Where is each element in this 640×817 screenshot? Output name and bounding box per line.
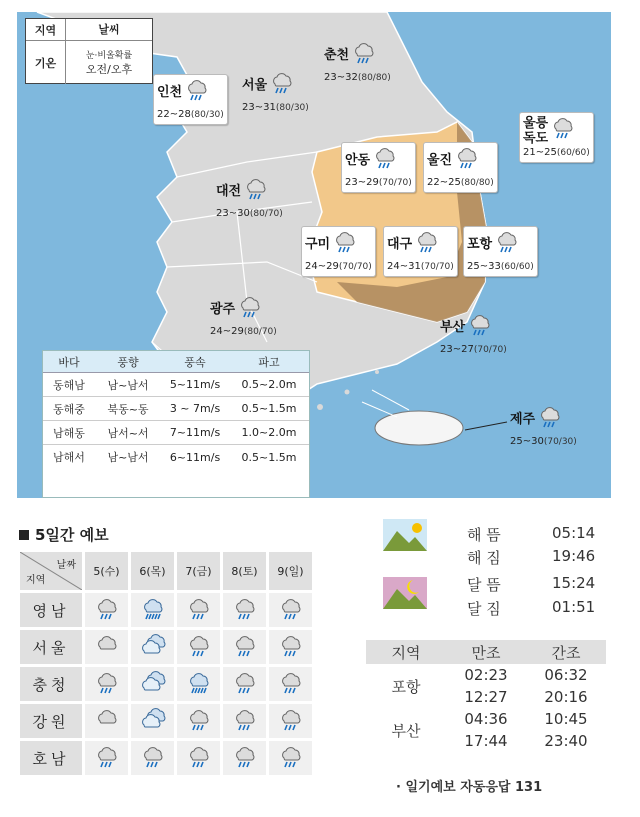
sea-wind-speed: 6~11m/s	[169, 450, 221, 464]
rain-icon	[186, 759, 212, 773]
forecast-region: 영남	[20, 592, 84, 629]
city-precip-prob: (80/80)	[460, 178, 494, 188]
rain-icon	[494, 229, 520, 260]
legend-ampm-label: 오전/오후	[85, 62, 133, 76]
rain-icon	[184, 77, 210, 108]
city-name: 제주	[510, 412, 536, 427]
sea-area: 남해서	[53, 451, 85, 464]
rain-icon	[186, 685, 212, 699]
sea-wind-dir: 남서~서	[107, 426, 149, 440]
tide-high: 17:44	[464, 732, 508, 750]
moonset-label: 달 짐	[467, 600, 501, 618]
city-temp: 23~30	[216, 208, 250, 219]
sea-row	[43, 421, 309, 445]
forecast-cell	[222, 666, 268, 703]
sea-wind-speed: 3 ~ 7m/s	[169, 402, 221, 415]
rain-icon	[232, 722, 258, 736]
city-name: 춘천	[324, 48, 350, 63]
sea-area: 동해남	[53, 378, 85, 392]
cloud-icon	[140, 722, 166, 736]
rain-icon	[186, 611, 212, 625]
sunrise-time: 05:14	[552, 524, 596, 542]
city-name: 포항	[467, 237, 493, 252]
sea-wind-dir: 남~남서	[107, 378, 149, 392]
rain-icon	[278, 611, 304, 625]
city-name: 안동	[345, 153, 371, 168]
rain-icon	[269, 70, 295, 101]
city-temp: 23~31	[242, 102, 276, 113]
sea-wind-dir: 남~남서	[107, 451, 149, 464]
tide-region: 부산	[391, 721, 421, 740]
city-name: 구미	[305, 237, 331, 252]
forecast-cell	[130, 740, 176, 777]
city-busan	[437, 310, 510, 359]
city-precip-prob: (80/70)	[243, 327, 277, 337]
sea-header-wave: 파고	[258, 355, 280, 369]
city-pohang	[463, 226, 538, 277]
footer-note: · 일기예보 자동응답 131	[396, 780, 543, 795]
city-temp: 22~25	[427, 177, 461, 188]
sea-row	[43, 445, 309, 469]
cloud-icon	[94, 722, 120, 736]
sunrise-label: 해 뜸	[467, 526, 501, 544]
city-name: 대구	[387, 237, 413, 252]
forecast-cell	[130, 629, 176, 666]
forecast-cell	[268, 703, 314, 740]
city-temp: 23~27	[440, 344, 474, 355]
rain-icon	[186, 648, 212, 662]
forecast-cell	[268, 629, 314, 666]
city-temp-line	[510, 435, 577, 449]
forecast-cell	[176, 592, 222, 629]
tide-low: 20:16	[544, 688, 588, 706]
sea-header-wind-dir: 풍향	[117, 355, 139, 369]
city-gumi	[301, 226, 376, 277]
forecast-cell	[268, 740, 314, 777]
tide-row	[366, 708, 606, 730]
legend-temp-label: 기온	[26, 41, 66, 84]
rain-icon	[372, 145, 398, 176]
city-precip-prob: (70/70)	[338, 262, 372, 272]
day-header: 8(토)	[222, 552, 268, 592]
table-corner	[20, 552, 82, 590]
cloud-icon	[140, 685, 166, 699]
rain-icon	[550, 115, 576, 146]
sea-wind-speed: 7~11m/s	[169, 426, 221, 439]
city-daegu	[383, 226, 458, 277]
forecast-cell	[222, 629, 268, 666]
rain-icon	[94, 759, 120, 773]
sea-row	[43, 373, 309, 397]
sea-forecast-table	[42, 350, 310, 498]
rain-icon	[237, 294, 263, 325]
tide-header-high: 만조	[446, 640, 526, 664]
day-header: 9(일)	[268, 552, 314, 592]
rain-icon	[278, 759, 304, 773]
forecast-cell	[176, 703, 222, 740]
sea-wave: 0.5~2.0m	[241, 378, 297, 391]
forecast-region: 강원	[20, 703, 84, 740]
forecast-cell	[84, 629, 130, 666]
city-precip-prob: (70/70)	[420, 262, 454, 272]
sea-area: 남해동	[53, 426, 85, 440]
five-day-forecast-table	[20, 552, 315, 778]
tide-low: 10:45	[544, 710, 588, 728]
city-precip-prob: (80/30)	[190, 110, 224, 120]
forecast-region: 충청	[20, 666, 84, 703]
rain-icon	[537, 404, 563, 435]
sea-wave: 0.5~1.5m	[241, 450, 297, 464]
moonrise-label: 달 뜸	[467, 576, 501, 594]
sea-header-area: 바다	[58, 355, 80, 369]
sunset-label: 해 짐	[467, 549, 501, 567]
rain-icon	[278, 648, 304, 662]
forecast-cell	[84, 592, 130, 629]
city-seoul	[239, 68, 312, 117]
tide-low: 23:40	[544, 732, 588, 750]
forecast-cell	[222, 703, 268, 740]
city-temp-line	[345, 176, 412, 190]
city-temp: 23~32	[324, 72, 358, 83]
forecast-cell	[268, 666, 314, 703]
city-temp-line	[210, 325, 277, 339]
rain-icon	[186, 722, 212, 736]
city-temp: 24~31	[387, 261, 421, 272]
tide-header-low: 간조	[526, 640, 606, 664]
city-temp: 25~33	[467, 261, 501, 272]
city-name: 대전	[216, 184, 242, 199]
map-legend	[25, 18, 153, 84]
city-precip-prob: (80/80)	[357, 73, 391, 83]
sea-area: 동해중	[53, 402, 85, 416]
city-precip-prob: (80/30)	[275, 103, 309, 113]
city-andong	[341, 142, 416, 193]
rain-icon	[414, 229, 440, 260]
rain-icon	[332, 229, 358, 260]
city-temp: 23~29	[345, 177, 379, 188]
legend-weather-label: 날씨	[98, 23, 120, 36]
city-temp-line	[305, 260, 372, 274]
forecast-cell	[222, 592, 268, 629]
tide-high: 04:36	[464, 710, 508, 728]
rain-icon	[140, 759, 166, 773]
tide-high: 12:27	[464, 688, 508, 706]
sea-wind-dir: 북동~동	[107, 402, 149, 416]
city-temp-line	[523, 146, 590, 160]
city-temp-line	[387, 260, 454, 274]
day-header: 5(수)	[84, 552, 130, 592]
city-temp-line	[157, 108, 224, 122]
city-precip-prob: (70/70)	[473, 345, 507, 355]
tide-header-region: 지역	[366, 640, 446, 664]
city-chuncheon	[321, 38, 394, 87]
day-header: 7(금)	[176, 552, 222, 592]
tide-row	[366, 664, 606, 686]
moon-icon	[383, 577, 427, 613]
tide-region: 포항	[391, 677, 421, 696]
day-header: 6(목)	[130, 552, 176, 592]
rain-icon	[278, 685, 304, 699]
legend-precip-label: 눈·비올확률	[85, 50, 133, 61]
city-temp: 22~28	[157, 109, 191, 120]
forecast-region: 호남	[20, 740, 84, 777]
forecast-title-text: 5일간 예보	[35, 526, 109, 544]
forecast-cell	[84, 666, 130, 703]
forecast-cell	[222, 740, 268, 777]
forecast-row	[20, 740, 314, 777]
city-gwangju	[207, 292, 280, 341]
forecast-cell	[84, 703, 130, 740]
forecast-region: 서울	[20, 629, 84, 666]
forecast-row	[20, 703, 314, 740]
city-incheon	[153, 74, 228, 125]
forecast-row	[20, 592, 314, 629]
forecast-cell	[176, 629, 222, 666]
rain-icon	[232, 759, 258, 773]
legend-region-label: 지역	[26, 19, 66, 40]
rain-icon	[140, 611, 166, 625]
rain-icon	[94, 611, 120, 625]
cloud-icon	[140, 648, 166, 662]
forecast-cell	[176, 740, 222, 777]
city-temp-line	[427, 176, 494, 190]
city-temp-line	[440, 343, 507, 357]
city-temp-line	[467, 260, 534, 274]
city-precip-prob: (70/70)	[378, 178, 412, 188]
tide-table	[366, 640, 606, 752]
rain-icon	[454, 145, 480, 176]
city-precip-prob: (80/70)	[249, 209, 283, 219]
forecast-cell	[130, 703, 176, 740]
sun-icon	[383, 519, 427, 555]
moonset-time: 01:51	[552, 598, 596, 616]
corner-region-label: 지역	[26, 575, 46, 586]
city-ulleung	[519, 112, 594, 163]
city-temp-line	[324, 71, 391, 85]
weather-map	[17, 12, 611, 498]
city-precip-prob: (70/30)	[543, 437, 577, 447]
city-name: 울릉 독도	[523, 115, 549, 146]
rain-icon	[232, 648, 258, 662]
city-jeju	[507, 402, 580, 451]
tide-high: 02:23	[464, 666, 508, 684]
sea-wave: 1.0~2.0m	[241, 426, 297, 439]
city-temp: 24~29	[210, 326, 244, 337]
forecast-row	[20, 629, 314, 666]
forecast-cell	[130, 666, 176, 703]
city-precip-prob: (60/60)	[500, 262, 534, 272]
city-name: 광주	[210, 302, 236, 317]
city-precip-prob: (60/60)	[556, 148, 590, 158]
rain-icon	[278, 722, 304, 736]
forecast-cell	[176, 666, 222, 703]
city-name: 인천	[157, 85, 183, 100]
city-temp: 21~25	[523, 147, 557, 158]
city-name: 서울	[242, 78, 268, 93]
forecast-cell	[268, 592, 314, 629]
city-temp: 25~30	[510, 436, 544, 447]
rain-icon	[243, 176, 269, 207]
sunset-time: 19:46	[552, 547, 596, 565]
city-temp-line	[216, 207, 283, 221]
rain-icon	[351, 40, 377, 71]
city-daejeon	[213, 174, 286, 223]
sea-row	[43, 397, 309, 421]
tide-low: 06:32	[544, 666, 588, 684]
five-day-forecast-title	[19, 524, 109, 545]
sea-header-wind-speed: 풍속	[184, 355, 206, 369]
forecast-cell	[130, 592, 176, 629]
rain-icon	[232, 685, 258, 699]
city-temp: 24~29	[305, 261, 339, 272]
forecast-cell	[84, 740, 130, 777]
corner-date-label: 날짜	[56, 560, 76, 571]
moonrise-time: 15:24	[552, 574, 596, 592]
sea-wind-speed: 5~11m/s	[169, 378, 221, 391]
sea-wave: 0.5~1.5m	[241, 402, 297, 415]
rain-icon	[467, 312, 493, 343]
rain-icon	[94, 685, 120, 699]
city-name: 울진	[427, 153, 453, 168]
forecast-row	[20, 666, 314, 703]
city-temp-line	[242, 101, 309, 115]
rain-icon	[232, 611, 258, 625]
cloud-icon	[94, 648, 120, 662]
city-uljin	[423, 142, 498, 193]
city-name: 부산	[440, 320, 466, 335]
